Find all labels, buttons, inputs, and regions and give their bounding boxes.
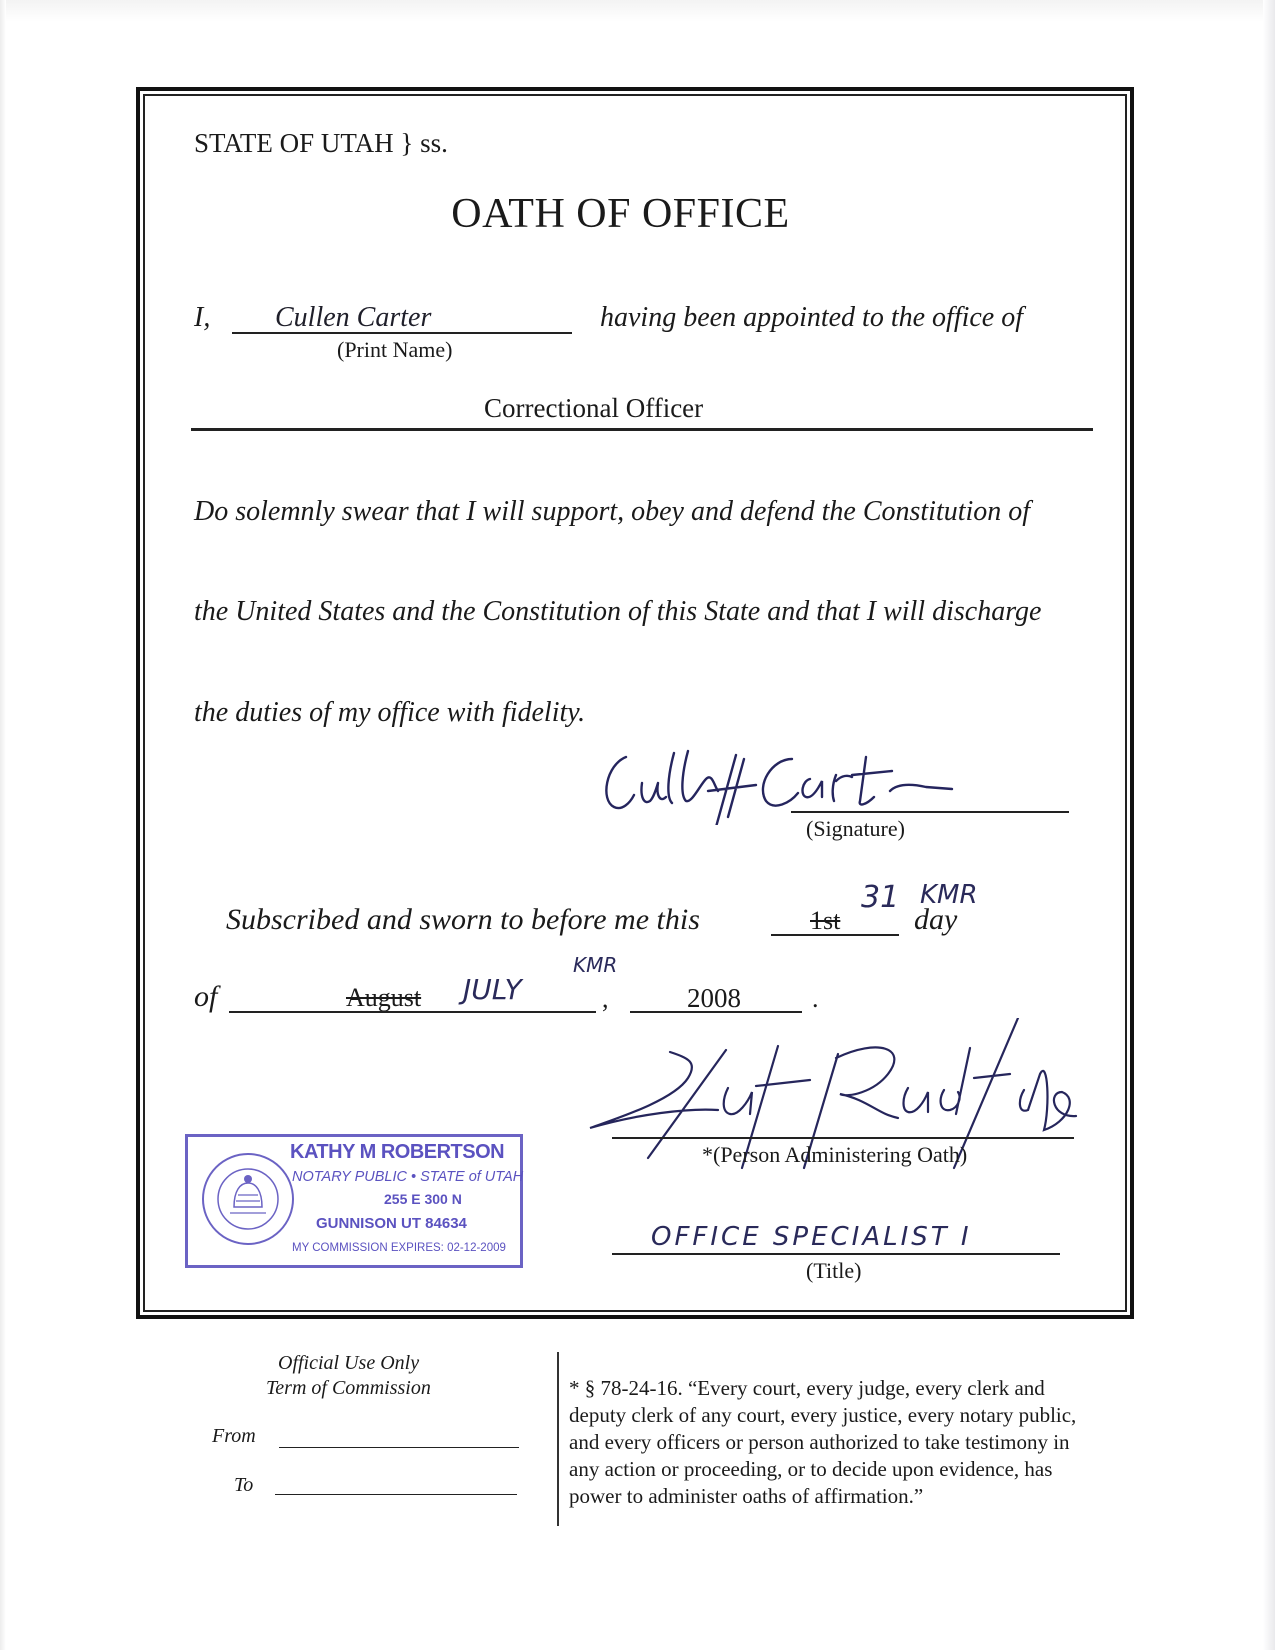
statute-line-3: and every officers or person authorized to take testimony in <box>569 1430 1070 1454</box>
month-initials: KMR <box>573 953 618 977</box>
from-field-line <box>279 1447 519 1448</box>
office-field-line <box>191 428 1093 431</box>
statute-citation <box>569 1375 1129 1510</box>
title-caption: (Title) <box>806 1258 862 1283</box>
oath-text-line-1: Do solemnly swear that I will support, obey and defend the Constitution of <box>194 496 1031 527</box>
oath-text-line-3: the duties of my office with fidelity. <box>194 697 586 728</box>
from-label: From <box>212 1425 256 1447</box>
scan-edge-right <box>1263 0 1275 1650</box>
print-name-value: Cullen Carter <box>275 302 432 333</box>
administrator-caption: *(Person Administering Oath) <box>702 1142 968 1167</box>
state-venue-line: STATE OF UTAH } ss. <box>194 128 448 158</box>
signature-field-line <box>791 811 1069 813</box>
print-name-caption: (Print Name) <box>337 337 453 362</box>
administrator-signature-line <box>612 1137 1074 1139</box>
administrator-title-handwritten: OFFICE SPECIALIST I <box>651 1222 972 1252</box>
stamp-notary-line2: NOTARY PUBLIC • STATE of UTAH <box>292 1169 524 1185</box>
office-value: Correctional Officer <box>484 393 704 423</box>
month-field-line <box>229 1011 596 1013</box>
statute-line-2: deputy clerk of any court, every justice, every notary public, <box>569 1403 1077 1427</box>
title-field-line <box>612 1253 1060 1255</box>
notary-stamp <box>185 1134 523 1268</box>
stamp-notary-name: KATHY M ROBERTSON <box>290 1141 505 1163</box>
utah-seal-icon <box>200 1151 296 1247</box>
scan-edge-left <box>0 0 6 1650</box>
subscribed-text: Subscribed and sworn to before me this <box>226 903 700 936</box>
of-label: of <box>194 980 218 1013</box>
day-initials: KMR <box>920 880 978 910</box>
day-struck-value: 1st <box>810 906 841 935</box>
oath-text-line-2: the United States and the Constitution of this State and that I will discharge <box>194 596 1042 627</box>
stamp-expiration: MY COMMISSION EXPIRES: 02-12-2009 <box>292 1242 506 1254</box>
year-value: 2008 <box>687 983 741 1013</box>
appointee-signature-handwritten <box>596 745 976 825</box>
year-field-line <box>630 1011 802 1013</box>
appointment-suffix: having been appointed to the office of <box>600 302 1024 333</box>
statute-line-5: power to administer oaths of affirmation.” <box>569 1484 924 1508</box>
scan-edge-top <box>0 0 1275 22</box>
stamp-address: 255 E 300 N <box>384 1191 462 1207</box>
statute-line-4: any action or proceeding, or to decide upon evidence, has <box>569 1457 1053 1481</box>
stamp-city: GUNNISON UT 84634 <box>316 1215 467 1232</box>
term-of-commission-heading: Term of Commission <box>266 1377 431 1399</box>
day-handwritten-value: 31 <box>861 880 900 915</box>
date-period: . <box>812 984 819 1013</box>
month-struck-value: August <box>346 983 422 1012</box>
month-comma: , <box>602 984 609 1013</box>
day-label: day <box>914 903 958 936</box>
month-handwritten-value: JULY <box>463 973 522 1006</box>
footer-divider <box>557 1352 559 1526</box>
to-field-line <box>275 1494 517 1495</box>
to-label: To <box>234 1474 254 1496</box>
official-use-heading: Official Use Only <box>278 1352 420 1374</box>
day-field-line <box>771 934 899 936</box>
print-name-field-line <box>232 332 572 334</box>
statute-line-1: * § 78-24-16. “Every court, every judge, every clerk and <box>569 1376 1045 1400</box>
appointment-prefix: I, <box>194 302 211 333</box>
document-title: OATH OF OFFICE <box>451 191 790 237</box>
signature-caption: (Signature) <box>806 816 905 841</box>
